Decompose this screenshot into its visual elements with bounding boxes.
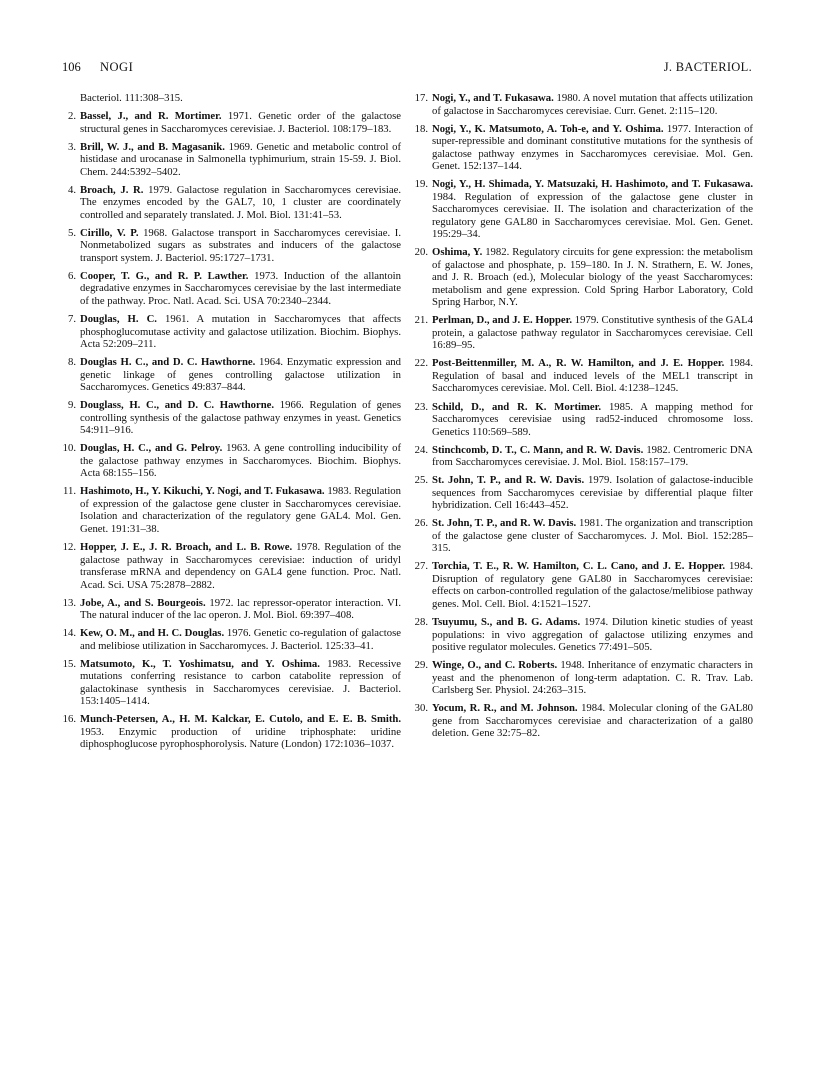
reference-number: 20. bbox=[414, 246, 428, 259]
reference-authors: Schild, D., and R. K. Mortimer. bbox=[432, 400, 602, 413]
reference-item bbox=[66, 227, 401, 265]
reference-number: 13. bbox=[62, 596, 76, 609]
reference-text: 1973. Induction of the allantoin degradative enzymes in Saccharomyces cerevisiae by the last intermediate of the pathway. Proc. Natl. Acad. Sci. USA 70:2340–2344. bbox=[80, 269, 401, 307]
reference-text: 1953. Enzymic production of uridine triphosphate: uridine diphosphoglucose pyrophosphorolysis. Nature (London) 172:1036–1037. bbox=[80, 725, 401, 751]
reference-text: 1984. Disruption of regulatory gene GAL80 in Saccharomyces cerevisiae: effects on carbon-controlled regulation of the galactose/melibiose pathway genes. Mol. Cell. Biol. 4:1521–1527. bbox=[432, 560, 753, 610]
reference-authors: Yocum, R. R., and M. Johnson. bbox=[432, 702, 578, 715]
reference-number: 28. bbox=[414, 616, 428, 629]
reference-item bbox=[414, 474, 753, 512]
reference-item bbox=[414, 517, 754, 555]
reference-authors: Nogi, Y., K. Matsumoto, A. Toh-e, and Y. Oshima. bbox=[432, 122, 664, 135]
page-header bbox=[62, 60, 752, 78]
reference-number: 27. bbox=[414, 560, 428, 573]
reference-text: 1979. Constitutive synthesis of the GAL4 protein, a galactose pathway regulator in Saccharomyces cerevisiae. Cell 16:89–95. bbox=[432, 314, 753, 352]
reference-authors: Douglas, H. C., and G. Pelroy. bbox=[80, 442, 223, 455]
reference-number: 10. bbox=[62, 442, 76, 455]
journal-name: J. BACTERIOL. bbox=[663, 60, 752, 74]
reference-text: 1979. Isolation of galactose-inducible sequences from Saccharomyces cerevisiae by differential plaque filter hybridization. Cell 16:443–452. bbox=[432, 474, 753, 512]
reference-item bbox=[414, 357, 754, 395]
reference-text: 1974. Dilution kinetic studies of yeast populations: in vivo aggregation of galactose utilizing enzymes and positive regulator molecules. Genetics 77:491–505. bbox=[432, 616, 754, 654]
reference-authors: Nogi, Y., and T. Fukasawa. bbox=[432, 92, 554, 104]
reference-authors: Cirillo, V. P. bbox=[80, 226, 139, 239]
reference-number: 3. bbox=[67, 140, 76, 153]
reference-item bbox=[414, 92, 753, 117]
reference-item bbox=[414, 702, 754, 740]
reference-item bbox=[66, 184, 401, 222]
reference-item bbox=[62, 596, 401, 622]
reference-number: 15. bbox=[62, 657, 76, 670]
reference-item bbox=[62, 541, 402, 591]
reference-text: 1948. Inheritance of enzymatic characters in yeast and the phenomenon of long-term adaptation. C. R. Trav. Lab. Carlsberg Ser. Physiol. 24:263–315. bbox=[432, 659, 753, 697]
reference-number: 17. bbox=[414, 92, 428, 104]
reference-item bbox=[414, 443, 754, 469]
reference-number: 4. bbox=[67, 183, 76, 196]
reference-number: 22. bbox=[414, 357, 428, 370]
reference-item bbox=[66, 356, 401, 394]
reference-column-left bbox=[62, 92, 402, 757]
reference-column-right bbox=[414, 92, 754, 745]
reference-authors: Hopper, J. E., J. R. Broach, and L. B. Rowe. bbox=[80, 541, 293, 554]
reference-item bbox=[66, 313, 401, 351]
reference-authors: Douglas, H. C. bbox=[80, 313, 157, 326]
reference-text: 1984. Molecular cloning of the GAL80 gene from Saccharomyces cerevisiae and characterization of a gal80 deletion. Gene 32:75–82. bbox=[432, 702, 754, 740]
reference-authors: Tsuyumu, S., and B. G. Adams. bbox=[432, 616, 581, 629]
reference-item bbox=[62, 657, 402, 708]
reference-number: 24. bbox=[414, 443, 428, 456]
running-author: NOGI bbox=[100, 60, 134, 74]
reference-text: 1985. A mapping method for Saccharomyces cerevisiae using rad52-induced chromosome loss. Genetics 110:569–589. bbox=[432, 400, 753, 438]
reference-authors: Winge, O., and C. Roberts. bbox=[432, 659, 558, 672]
reference-text: 1984. Regulation of expression of the galactose gene cluster in Saccharomyces cerevisiae. II. The isolation and characterization of the regulatory gene GAL80 in Saccharomyces cerevisiae. Mol. Gen. Genet. 195:29–34. bbox=[432, 190, 753, 241]
reference-item bbox=[414, 246, 753, 309]
reference-authors: Munch-Petersen, A., H. M. Kalckar, E. Cutolo, and E. E. B. Smith. bbox=[80, 713, 401, 726]
reference-text: 1980. A novel mutation that affects utilization of galactose in Saccharomyces cerevisiae. Curr. Genet. 2:115–120. bbox=[432, 92, 753, 117]
reference-authors: Post-Beittenmiller, M. A., R. W. Hamilton, and J. E. Hopper. bbox=[432, 357, 725, 370]
reference-item bbox=[62, 442, 402, 480]
reference-number: 7. bbox=[67, 313, 76, 326]
reference-authors: St. John, T. P., and R. W. Davis. bbox=[432, 517, 577, 530]
reference-item bbox=[414, 659, 753, 697]
reference-text: 1976. Genetic co-regulation of galactose and melibiose utilization in Saccharomyces. J. Bacteriol. 125:33–41. bbox=[80, 627, 402, 652]
reference-text: 1978. Regulation of the galactose pathway in Saccharomyces cerevisiae: induction of uridyl transferase mRNA and dependency on GAL4 gene function. Proc. Natl. Acad. Sci. USA 75:2878–2882. bbox=[80, 541, 402, 591]
reference-authors: Stinchcomb, D. T., C. Mann, and R. W. Davis. bbox=[432, 443, 644, 456]
reference-number: 16. bbox=[62, 713, 76, 726]
reference-item bbox=[414, 616, 754, 654]
reference-text: 1984. Regulation of basal and induced levels of the MEL1 transcript in Saccharomyces cerevisiae. Mol. Cell. Biol. 4:1238–1245. bbox=[432, 357, 754, 395]
reference-text: 1966. Regulation of genes controlling synthesis of the galactose pathway enzymes in yeast. Genetics 54:911–916. bbox=[80, 399, 402, 437]
reference-item bbox=[414, 178, 753, 241]
reference-text: 1983. Recessive mutations conferring resistance to carbon catabolite repression of galactokinase synthesis in Saccharomyces cerevisiae. J. Bacteriol. 153:1405–1414. bbox=[80, 657, 402, 708]
reference-number: 14. bbox=[62, 627, 76, 640]
reference-text: 1977. Interaction of super-repressible and dominant constitutive mutations for the synthesis of galactose pathway enzymes in Saccharomyces cerevisiae. Mol. Gen. Genet. 152:137–144. bbox=[432, 122, 753, 173]
reference-number: 2. bbox=[67, 110, 76, 123]
reference-authors: St. John, T. P., and R. W. Davis. bbox=[432, 474, 585, 487]
reference-number: 25. bbox=[414, 474, 428, 487]
reference-text: 1983. Regulation of expression of the galactose gene cluster in Saccharomyces cerevisiae. Isolation and characterization of the regulatory gene GAL4. Mol. Gen. Genet. 191:31–38. bbox=[80, 485, 401, 535]
reference-text: 1982. Regulatory circuits for gene expression: the metabolism of galactose and phosphate, p. 159–180. In J. N. Strathern, E. W. Jones, and J. R. Broach (ed.), Molecular biology of the yeast Saccharomyces: metabolism and gene expression. Cold Spring Harbor Laboratory, Cold Spring Harbor, N.Y. bbox=[432, 246, 753, 309]
reference-number: 6. bbox=[67, 269, 76, 282]
reference-authors: Douglas H. C., and D. C. Hawthorne. bbox=[80, 356, 256, 369]
reference-continuation: Bacteriol. 111:308–315. bbox=[80, 92, 183, 104]
reference-item bbox=[414, 400, 753, 439]
reference-text: 1968. Galactose transport in Saccharomyces cerevisiae. I. Nonmetabolized sugars as substrates and inducers of the galactose transport system. J. Bacteriol. 95:1727–1731. bbox=[80, 226, 402, 264]
reference-authors: Douglass, H. C., and D. C. Hawthorne. bbox=[80, 399, 275, 412]
reference-number: 30. bbox=[414, 702, 428, 715]
reference-item bbox=[66, 399, 401, 437]
reference-item bbox=[414, 122, 753, 173]
reference-authors: Hashimoto, H., Y. Kikuchi, Y. Nogi, and T. Fukasawa. bbox=[80, 485, 325, 498]
reference-item bbox=[66, 270, 401, 308]
reference-number: 21. bbox=[414, 314, 428, 327]
reference-text: 1981. The organization and transcription of the galactose gene cluster of Saccharomyces. J. Mol. Biol. 152:285–315. bbox=[432, 517, 754, 555]
reference-authors: Bassel, J., and R. Mortimer. bbox=[80, 110, 222, 123]
reference-number: 12. bbox=[62, 541, 76, 554]
reference-authors: Oshima, Y. bbox=[432, 246, 483, 259]
reference-authors: Kew, O. M., and H. C. Douglas. bbox=[80, 627, 225, 640]
reference-authors: Jobe, A., and S. Bourgeois. bbox=[80, 596, 206, 609]
reference-item bbox=[414, 560, 753, 610]
reference-number: 29. bbox=[414, 659, 428, 672]
page-number: 106 bbox=[62, 60, 81, 74]
reference-number: 5. bbox=[67, 226, 76, 239]
reference-text: 1979. Galactose regulation in Saccharomyces cerevisiae. The enzymes encoded by the GAL7, 10, 1 cluster are coordinately controlled and separately translated. J. Mol. Biol. 131:41–53. bbox=[80, 183, 402, 221]
reference-item bbox=[62, 627, 402, 652]
reference-number: 23. bbox=[414, 400, 428, 413]
reference-number: 11. bbox=[63, 485, 76, 498]
reference-item bbox=[66, 141, 401, 179]
reference-authors: Brill, W. J., and B. Magasanik. bbox=[80, 140, 225, 153]
reference-item bbox=[63, 485, 401, 535]
reference-number: 18. bbox=[414, 122, 428, 135]
reference-number: 9. bbox=[67, 399, 76, 412]
reference-text: 1963. A gene controlling inducibility of the galactose pathway enzymes in Saccharomyces. Biochim. Biophys. Acta 68:155–156. bbox=[80, 442, 402, 480]
reference-text: 1961. A mutation in Saccharomyces that affects phosphoglucomutase activity and galactose utilization. Biochim. Biophys. Acta 52:209–211. bbox=[80, 313, 402, 351]
reference-number: 26. bbox=[414, 517, 428, 530]
reference-authors: Matsumoto, K., T. Yoshimatsu, and Y. Oshima. bbox=[80, 657, 320, 670]
reference-number: 8. bbox=[67, 356, 76, 369]
reference-text: 1972. lac repressor-operator interaction. VI. The natural inducer of the lac operon. J. Mol. Biol. 69:397–408. bbox=[80, 596, 401, 622]
reference-number: 19. bbox=[414, 178, 428, 191]
reference-authors: Cooper, T. G., and R. P. Lawther. bbox=[80, 269, 249, 282]
reference-authors: Perlman, D., and J. E. Hopper. bbox=[432, 314, 573, 327]
reference-authors: Torchia, T. E., R. W. Hamilton, C. L. Cano, and J. E. Hopper. bbox=[432, 560, 726, 573]
reference-authors: Nogi, Y., H. Shimada, Y. Matsuzaki, H. Hashimoto, and T. Fukasawa. bbox=[432, 178, 753, 191]
reference-text: 1982. Centromeric DNA from Saccharomyces cerevisiae. J. Mol. Biol. 158:157–179. bbox=[432, 443, 754, 469]
reference-text: 1971. Genetic order of the galactose structural genes in Saccharomyces cerevisiae. J. Bacteriol. 108:179–183. bbox=[80, 110, 402, 135]
reference-item bbox=[62, 713, 401, 751]
reference-text: 1964. Enzymatic expression and genetic linkage of genes controlling galactose utilization in Saccharomyces. Genetics 49:837–844. bbox=[80, 356, 401, 394]
reference-authors: Broach, J. R. bbox=[80, 183, 144, 196]
reference-item bbox=[66, 110, 401, 135]
reference-item bbox=[414, 314, 753, 352]
reference-text: 1969. Genetic and metabolic control of histidase and urocanase in Salmonella typhimurium, strain 15-59. J. Biol. Chem. 244:5392–5402. bbox=[80, 140, 402, 178]
